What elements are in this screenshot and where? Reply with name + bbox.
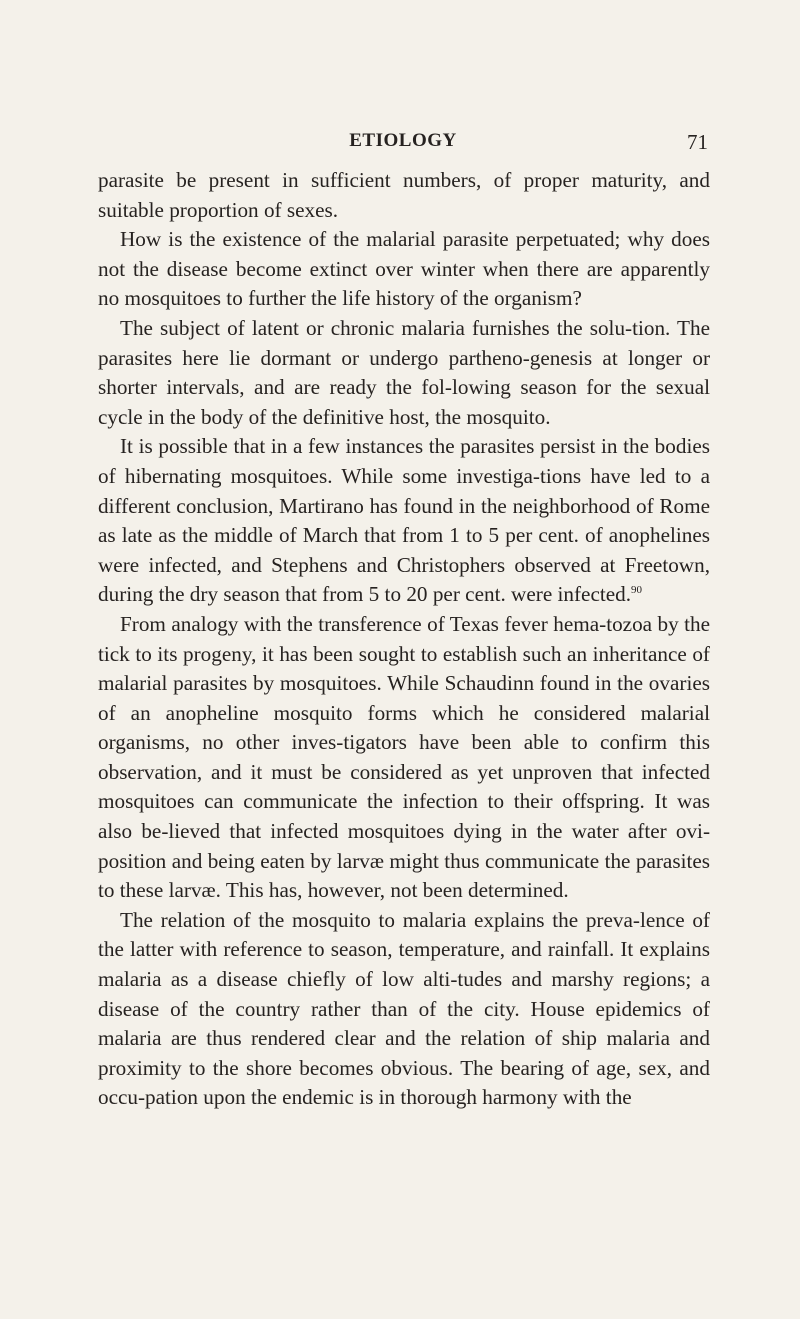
paragraph-continuation: parasite be present in sufficient numbers, of proper maturity, and suitable proportion of sexes.: [98, 168, 710, 222]
running-head: [98, 130, 708, 160]
page-number: 71: [687, 130, 708, 154]
paragraph-inheritance: From analogy with the transference of Texas fever hema-tozoa by the tick to its progeny, it has been sought to establish such an inheritance of malarial parasites by mosquitoes. While Schaudinn found in the ovaries of an anopheline mosquito forms which he considered malarial organisms, no other inves-tigators have been able to confirm this observation, and it must be considered as yet unproven that infected mosquitoes can communicate the infection to their offspring. It was also be-lieved that infected mosquitoes dying in the water after ovi-position and being eaten by larvæ might thus communicate the parasites to these larvæ. This has, however, not been determined.: [98, 611, 710, 903]
paragraph-hibernating-mosquitoes: [98, 432, 710, 610]
paragraph-relation: The relation of the mosquito to malaria explains the preva-lence of the latter with reference to season, temperature, and rainfall. It explains malaria as a disease chiefly of low alti-tudes and marshy regions; a disease of the country rather than of the city. House epidemics of malaria are thus rendered clear and the relation of ship malaria and proximity to the shore becomes obvious. The bearing of age, sex, and occu-pation upon the endemic is in thorough harmony with the: [98, 907, 710, 1110]
chapter-title: ETIOLOGY: [349, 130, 457, 151]
body-text: [98, 166, 710, 1113]
paragraph-latent-malaria: The subject of latent or chronic malaria furnishes the solu-tion. The parasites here lie dormant or undergo partheno-genesis at longer or shorter intervals, and are ready the fol-lowing season for the sexual cycle in the body of the definitive host, the mosquito.: [98, 315, 710, 429]
paragraph-question: How is the existence of the malarial parasite perpetuated; why does not the disease become extinct over winter when there are apparently no mosquitoes to further the life history of the organism?: [98, 227, 710, 311]
footnote-reference: 90: [631, 584, 643, 597]
paragraph-hibernating-text: It is possible that in a few instances the parasites persist in the bodies of hibernating mosquitoes. While some investiga-tions have led to a different conclusion, Martirano has found in the neighborhood of Rome as late as the middle of March that from 1 to 5 per cent. of anophelines were infected, and Stephens and Christophers observed at Freetown, during the dry season that from 5 to 20 per cent. were infected.: [98, 434, 710, 607]
